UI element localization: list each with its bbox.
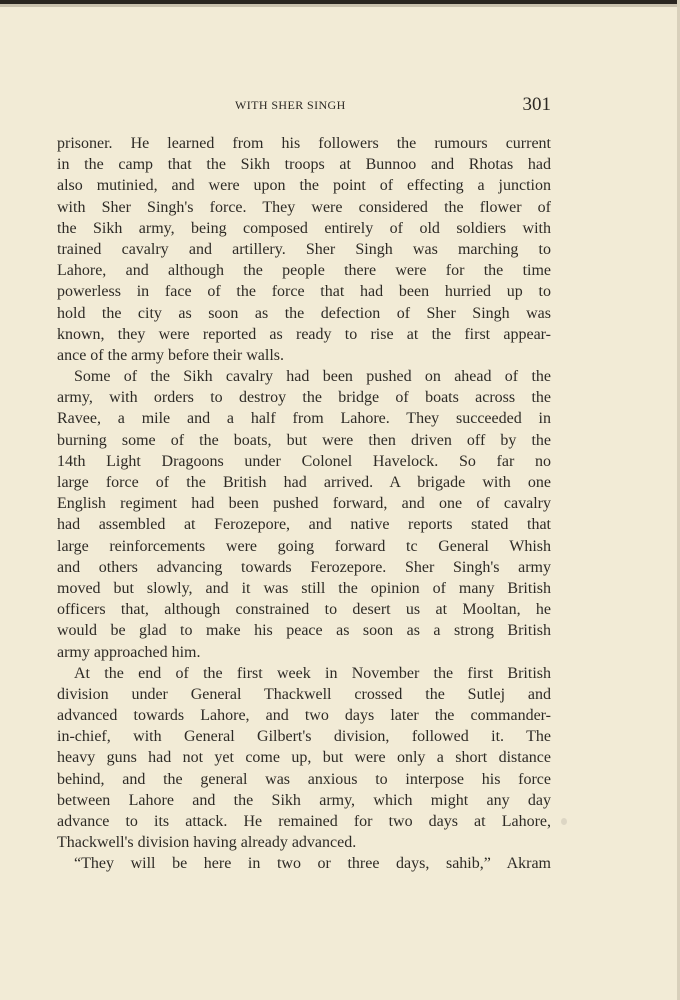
text-line: prisoner. He learned from his followers the rumours current bbox=[57, 135, 551, 152]
text-line: also mutinied, and were upon the point of effecting a junction bbox=[57, 177, 551, 195]
text-line: large force of the British had arrived. A brigade with one bbox=[57, 474, 551, 491]
text-line: between Lahore and the Sikh army, which might any day bbox=[57, 791, 551, 809]
text-line: division under General Thackwell crossed the Sutlej and bbox=[57, 685, 551, 703]
text-line: would be glad to make his peace as soon as a strong British bbox=[57, 622, 551, 640]
body-text bbox=[57, 133, 551, 875]
text-line: Ravee, a mile and a half from Lahore. They succeeded in bbox=[57, 410, 551, 428]
page-header bbox=[57, 94, 551, 118]
text-line: the Sikh army, being composed entirely of old soldiers with bbox=[57, 219, 551, 237]
text-line: advanced towards Lahore, and two days later the commander- bbox=[57, 707, 551, 725]
text-line: heavy guns had not yet come up, but were only a short distance bbox=[57, 749, 551, 767]
page-top-shadow bbox=[0, 4, 680, 7]
text-line: At the end of the first week in November the first British bbox=[74, 664, 551, 682]
text-line: Some of the Sikh cavalry had been pushed on ahead of the bbox=[74, 368, 551, 386]
text-line: large reinforcements were going forward tc General Whish bbox=[57, 537, 551, 555]
text-line: with Sher Singh's force. They were considered the flower of bbox=[57, 198, 551, 216]
text-line: burning some of the boats, but were then driven off by the bbox=[57, 431, 551, 449]
text-line: behind, and the general was anxious to interpose his force bbox=[57, 770, 551, 788]
text-line: officers that, although constrained to desert us at Mooltan, he bbox=[57, 601, 551, 619]
text-line: army, with orders to destroy the bridge of boats across the bbox=[57, 389, 551, 407]
text-line: Thackwell's division having already advanced. bbox=[57, 834, 357, 852]
text-line: trained cavalry and artillery. Sher Singh was marching to bbox=[57, 240, 551, 258]
page-number: 301 bbox=[522, 94, 551, 115]
paper-speck bbox=[561, 818, 567, 825]
text-line: and others advancing towards Ferozepore. Sher Singh's army bbox=[57, 558, 551, 576]
text-line: 14th Light Dragoons under Colonel Havelock. So far no bbox=[57, 452, 551, 470]
text-line: Lahore, and although the people there were for the time bbox=[57, 262, 551, 280]
running-head: WITH SHER SINGH bbox=[235, 98, 346, 112]
text-line: known, they were reported as ready to rise at the first appear- bbox=[57, 325, 551, 343]
text-line: ance of the army before their walls. bbox=[57, 346, 285, 364]
text-line: hold the city as soon as the defection of Sher Singh was bbox=[57, 304, 551, 322]
text-line: in the camp that the Sikh troops at Bunnoo and Rhotas had bbox=[57, 156, 551, 174]
text-line: moved but slowly, and it was still the opinion of many British bbox=[57, 579, 551, 597]
text-line: army approached him. bbox=[57, 643, 201, 661]
text-line: “They will be here in two or three days, sahib,” Akram bbox=[74, 855, 551, 873]
text-line: advance to its attack. He remained for two days at Lahore, bbox=[57, 813, 551, 830]
text-line: English regiment had been pushed forward, and one of cavalry bbox=[57, 495, 551, 513]
text-line: powerless in face of the force that had been hurried up to bbox=[57, 283, 551, 301]
text-line: had assembled at Ferozepore, and native reports stated that bbox=[57, 516, 551, 534]
text-line: in-chief, with General Gilbert's division, followed it. The bbox=[57, 728, 551, 746]
